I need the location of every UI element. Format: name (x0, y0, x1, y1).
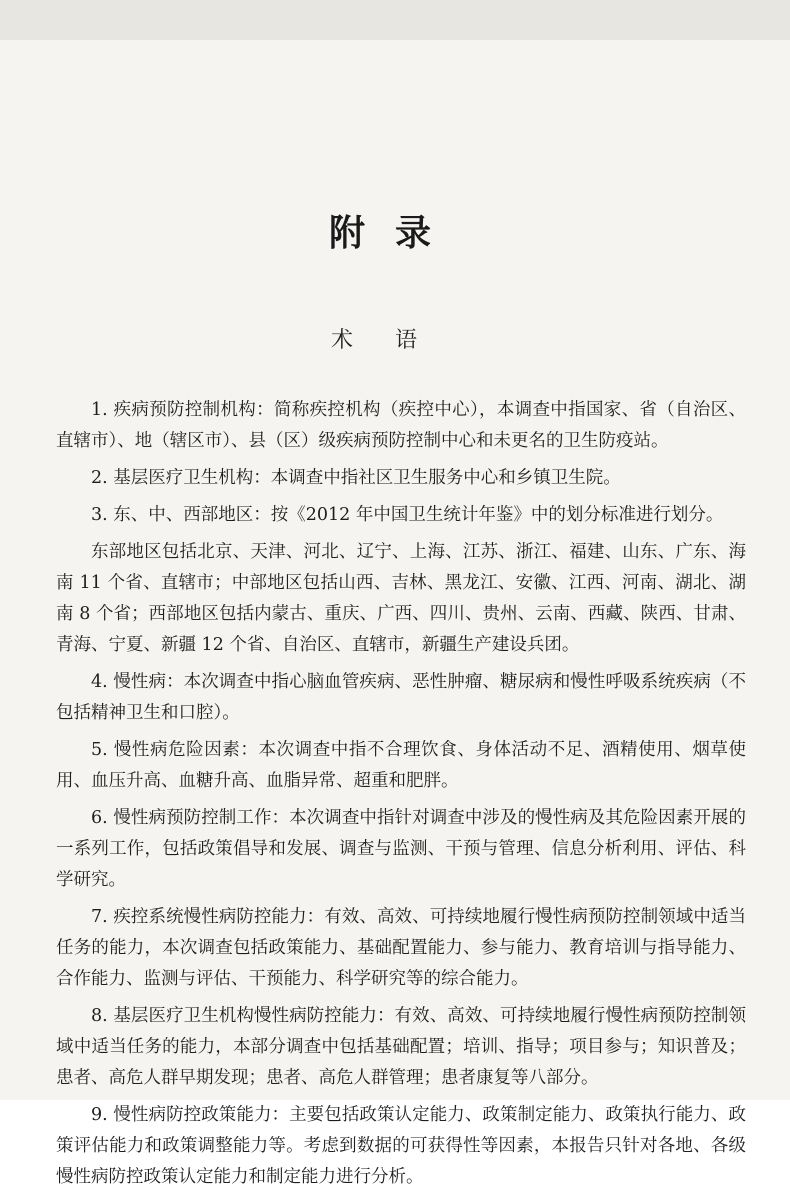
term-3-paragraph: 3. 东、中、西部地区：按《2012 年中国卫生统计年鉴》中的划分标准进行划分。 (91, 505, 724, 525)
term-2-paragraph: 2. 基层医疗卫生机构：本调查中指社区卫生服务中心和乡镇卫生院。 (91, 468, 621, 488)
term-5-paragraph: 5. 慢性病危险因素：本次调查中指不合理饮食、身体活动不足、酒精使用、烟草使用、血压升高、血糖升高、血脂异常、超重和肥胖。 (56, 740, 746, 791)
term-4-paragraph: 4. 慢性病：本次调查中指心脑血管疾病、恶性肿瘤、糖尿病和慢性呼吸系统疾病（不包括精神卫生和口腔）。 (56, 672, 746, 723)
section-subtitle: 术语 (330, 328, 459, 353)
term-7-paragraph: 7. 疾控系统慢性病防控能力：有效、高效、可持续地履行慢性病预防控制领域中适当任务的能力，本次调查包括政策能力、基础配置能力、参与能力、教育培训与指导能力、合作能力、监测与评估、干预能力、科学研究等的综合能力。 (56, 907, 746, 989)
page-top-margin (0, 0, 790, 40)
terms-list (56, 395, 746, 1199)
term-6-paragraph: 6. 慢性病预防控制工作：本次调查中指针对调查中涉及的慢性病及其危险因素开展的一系列工作，包括政策倡导和发展、调查与监测、干预与管理、信息分析利用、评估、科学研究。 (56, 808, 746, 890)
term-1-paragraph: 1. 疾病预防控制机构：简称疾控机构（疾控中心），本调查中指国家、省（自治区、直辖市）、地（辖区市）、县（区）级疾病预防控制中心和未更名的卫生防疫站。 (56, 400, 746, 451)
appendix-title: 附录 (328, 213, 461, 254)
term-8-paragraph: 8. 基层医疗卫生机构慢性病防控能力：有效、高效、可持续地履行慢性病预防控制领域中适当任务的能力，本部分调查中包括基础配置；培训、指导；项目参与；知识普及；患者、高危人群早期发现；患者、高危人群管理；患者康复等八部分。 (56, 1006, 746, 1088)
term-9-paragraph: 9. 慢性病防控政策能力：主要包括政策认定能力、政策制定能力、政策执行能力、政策评估能力和政策调整能力等。考虑到数据的可获得性等因素，本报告只针对各地、各级慢性病防控政策认定能力和制定能力进行分析。 (56, 1105, 746, 1187)
term-3-regions-paragraph: 东部地区包括北京、天津、河北、辽宁、上海、江苏、浙江、福建、山东、广东、海南 11 个省、直辖市；中部地区包括山西、吉林、黑龙江、安徽、江西、河南、湖北、湖南 8 个省；西部地区包括内蒙古、重庆、广西、四川、贵州、云南、西藏、陕西、甘肃、青海、宁夏、新疆 12 个省、自治区、直辖市，新疆生产建设兵团。 (56, 542, 746, 655)
